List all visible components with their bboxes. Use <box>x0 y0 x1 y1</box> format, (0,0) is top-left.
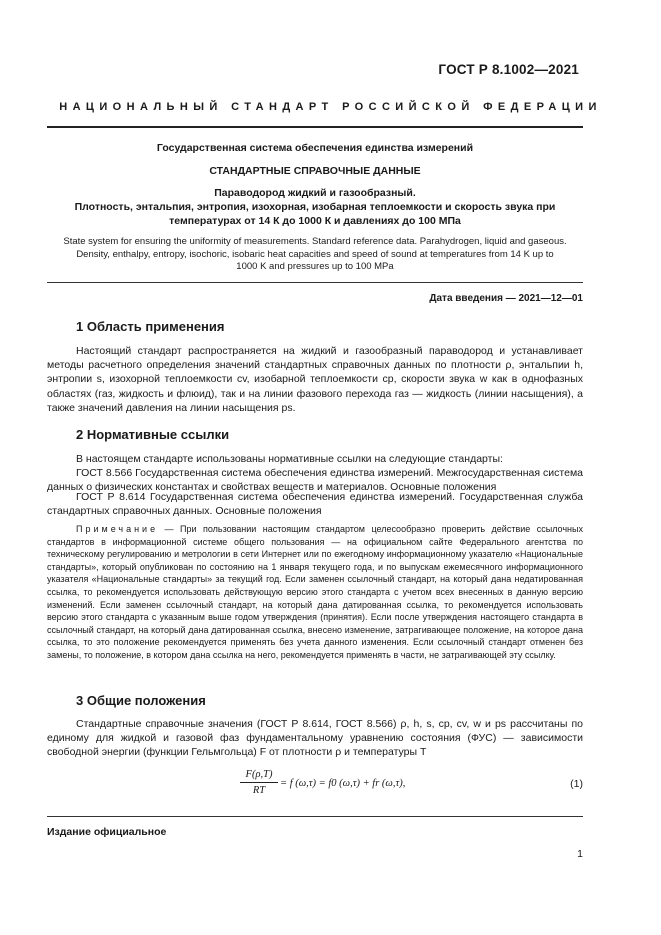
introduction-date: Дата введения — 2021—12—01 <box>429 293 583 304</box>
section-2-intro <box>47 452 583 466</box>
section-1-text <box>47 344 583 415</box>
note <box>47 523 583 662</box>
footer-rule <box>47 816 583 817</box>
subtitle-line-2: Плотность, энтальпия, энтропия, изохорная, изобарная теплоемкости и скорость звука при <box>74 201 556 213</box>
page-number: 1 <box>577 848 583 860</box>
document-code: ГОСТ Р 8.1002—2021 <box>438 62 579 77</box>
standard-title: СТАНДАРТНЫЕ СПРАВОЧНЫЕ ДАННЫЕ <box>209 165 421 177</box>
english-title-line-1: State system for ensuring the uniformity of measurements. Standard reference data. Parahydrogen, liquid and gaseous. <box>63 236 567 247</box>
section-2-heading: 2 Нормативные ссылки <box>76 427 230 442</box>
equation-denominator: RT <box>252 785 266 796</box>
english-title <box>47 236 583 274</box>
national-standard-banner: НАЦИОНАЛЬНЫЙ СТАНДАРТ РОССИЙСКОЙ ФЕДЕРАЦИИ <box>59 101 602 113</box>
reference-gost-r-8-614-text: ГОСТ Р 8.614 Государственная система обеспечения единства измерений. Государственная служба стандартных справочных данных. Основные положения <box>47 491 583 518</box>
subtitle <box>47 186 583 228</box>
section-3-paragraph: Стандартные справочные значения (ГОСТ Р 8.614, ГОСТ 8.566) ρ, h, s, cp, cv, w и ps рассчитаны по единому для жидкой и газовой фаз фундаментальному уравнению состояния (ФУС) — зависимости свободной энергии (функции Гельмгольца) F от плотности ρ и температуры T <box>47 718 583 759</box>
note-label: Примечание <box>76 524 159 534</box>
english-title-line-3: 1000 K and pressures up to 100 MPa <box>236 261 394 272</box>
reference-gost-8-566-text: ГОСТ 8.566 Государственная система обеспечения единства измерений. Межгосударственная система данных о физических константах и свойствах веществ и материалов. Основные положения <box>47 467 583 494</box>
english-title-line-2: Density, enthalpy, entropy, isochoric, isobaric heat capacities and speed of sound at temperatures from 14 K up to <box>76 248 554 260</box>
equation-numerator: F(ρ,T) <box>240 769 278 783</box>
section-3-text <box>47 717 583 760</box>
official-edition-label: Издание официальное <box>47 826 167 838</box>
note-text: — При пользовании настоящим стандартом целесообразно проверить действие ссылочных стандартов в информационной системе общего пользования — на официальном сайте Федерального агентства по техническому регулированию и метрологии в сети Интернет или по ежегодному информационному указателю «Национальные стандарты», который опубликован по состоянию на 1 января текущего года, и по выпускам ежемесячного информационного указателя «Национальные стандарты» за текущий год. Если заменен ссылочный стандарт, на который дана недатированная ссылка, то рекомендуется использовать действующую версию этого стандарта с учетом всех внесенных в данную версию изменений. Если заменен ссылочный стандарт, на который дана датированная ссылка, то рекомендуется использовать версию этого стандарта с указанным выше годом утверждения (принятия). Если после утверждения настоящего стандарта в ссылочный стандарт, на который дана датированная ссылка, внесено изменение, затрагивающее положение, на которое дана ссылка, то это положение рекомендуется применять без учета данного изменения. Если ссылочный стандарт отменен без замены, то положение, в котором дана ссылка на него, рекомендуется применять в части, не затрагивающей эту ссылку. <box>47 524 583 660</box>
section-2-intro-text: В настоящем стандарте использованы нормативные ссылки на следующие стандарты: <box>76 453 503 465</box>
header-rule <box>47 126 583 128</box>
equation-fraction <box>240 769 278 796</box>
subtitle-line-1: Параводород жидкий и газообразный. <box>214 187 416 199</box>
title-rule <box>47 282 583 283</box>
subtitle-line-3: температурах от 14 К до 1000 К и давлениях до 100 МПа <box>169 215 461 227</box>
equation-number: (1) <box>570 778 583 790</box>
reference-gost-r-8-614 <box>47 490 583 518</box>
section-3-heading: 3 Общие положения <box>76 693 206 708</box>
section-1-paragraph: Настоящий стандарт распространяется на жидкий и газообразный параводород и устанавливает методы расчетного определения значений стандартных справочных данных по плотности ρ, энтальпии h, энтропии s, изохорной теплоемкости cv, изобарной теплоемкости cp, скорости звука w как в однофазных областях (газ, жидкость и флюид), так и на линии фазового перехода газ — жидкость (линии насыщения), а также значений давления на линии насыщения ps. <box>47 345 583 414</box>
system-title: Государственная система обеспечения единства измерений <box>156 142 474 154</box>
equation-right-side: = f (ω,τ) = f0 (ω,τ) + fr (ω,τ), <box>280 778 406 789</box>
section-1-heading: 1 Область применения <box>76 319 225 334</box>
